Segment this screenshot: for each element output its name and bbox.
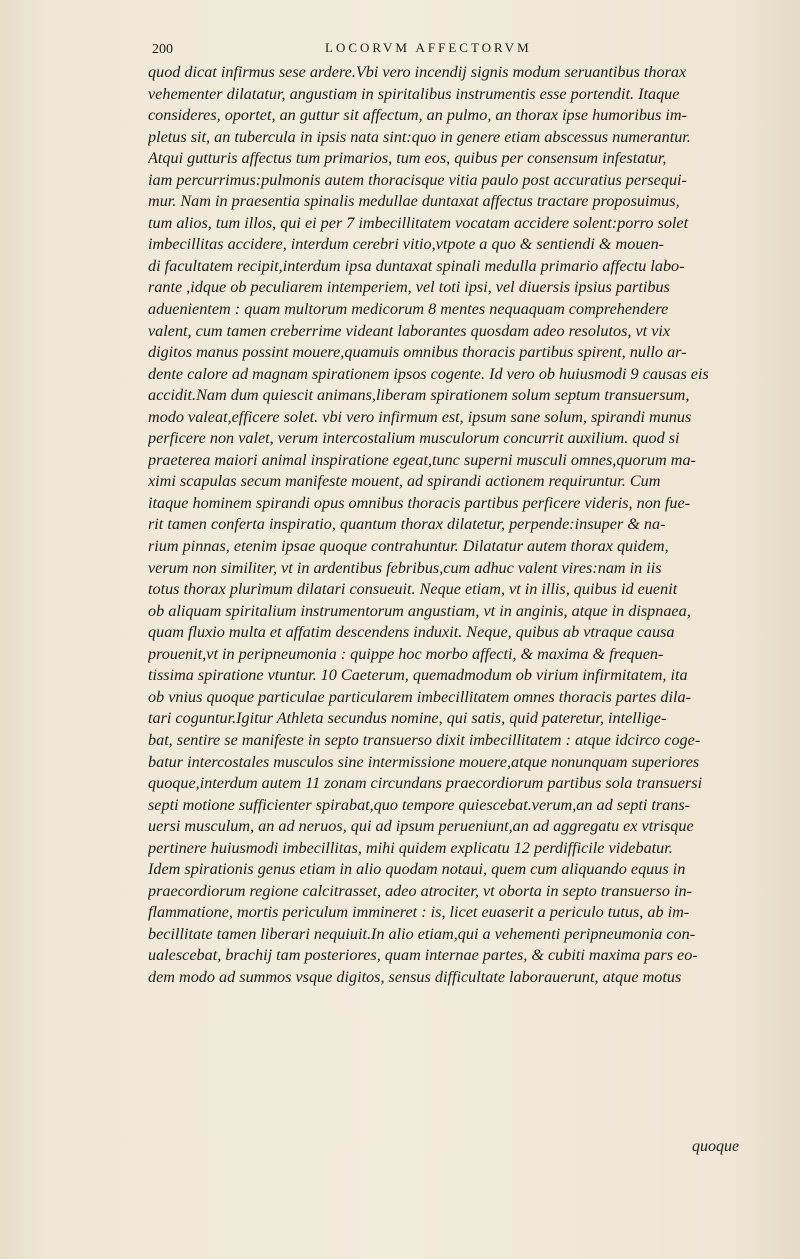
catchword: quoque [692,1138,740,1155]
text-line: Idem spirationis genus etiam in alio quodam notaui, quem cum aliquando equus in [148,860,686,879]
text-line: praeterea maiori animal inspiratione egeat,tunc superni musculi omnes,quorum ma- [148,450,696,469]
text-line: becillitate tamen liberari nequiuit.In alio etiam,qui a vehementi peripneumonia con- [148,924,696,943]
text-line: ualescebat, brachij tam posteriores, quam internae partes, & cubiti maxima pars eo- [148,946,698,965]
text-line: modo valeat,efficere solet. vbi vero infirmum est, ipsum sane solum, spirandi munus [148,407,692,426]
text-line: quoque,interdum autem 11 zonam circundans praecordiorum partibus sola transuersi [148,774,703,793]
text-line: quam fluxio multa et affatim descendens induxit. Neque, quibus ab vtraque causa [148,623,675,642]
text-line: ob aliquam spiritalium instrumentorum angustiam, vt in anginis, atque in dispnaea, [148,601,691,620]
text-line: bat, sentire se manifeste in septo transuerso dixit imbecillitatem : atque idcirco coge- [148,730,701,749]
text-line: perficere non valet, verum intercostalium musculorum concurrit auxilium. quod si [148,429,680,448]
page-header [150,40,710,62]
text-line: itaque hominem spirandi opus omnibus thoracis partibus perficere videris, non fue- [148,493,691,512]
text-line: vehementer dilatatur, angustiam in spiritalibus instrumentis esse portendit. Itaque [148,84,680,103]
text-line: rit tamen conferta inspiratio, quantum thorax dilatetur, perpende:insuper & na- [148,515,666,534]
text-line: iam percurrimus:pulmonis autem thoracisque vitia paulo post accuratius persequi- [148,170,687,189]
text-line: dem modo ad summos vsque digitos, sensus difficultate laborauerunt, atque motus [148,967,682,986]
text-line: imbecillitas accidere, interdum cerebri vitio,vtpote a quo & sentiendi & mouen- [148,235,665,254]
text-line: pertinere huiusmodi imbecillitas, mihi quidem explicatu 12 perdifficile videbatur. [148,838,673,857]
text-line: batur intercostales musculos sine intermissione mouere,atque nonunquam superiores [148,752,700,771]
text-line [148,989,770,1011]
text-line: ob vnius quoque particulae particularem imbecillitatem omnes thoracis partes dila- [148,687,691,706]
text-line: praecordiorum regione calcitrasset, adeo atrociter, vt oborta in septo transuerso in- [148,881,693,900]
text-line: dente calore ad magnam spirationem ipsos cogente. Id vero ob huiusmodi 9 causas eis [148,364,709,383]
body-text [148,62,770,1010]
text-line: digitos manus possint mouere,quamuis omnibus thoracis partibus spirent, nullo ar- [148,343,687,362]
text-line: di facultatem recipit,interdum ipsa duntaxat spinali medulla primario affectu labo- [148,256,685,275]
text-line: prouenit,vt in peripneumonia : quippe hoc morbo affecti, & maxima & frequen- [148,644,664,663]
text-line: valent, cum tamen creberrime videant laborantes quosdam adeo resolutos, vt vix [148,321,671,340]
text-line: tum alios, tum illos, qui ei per 7 imbecillitatem vocatam accidere solent:porro solet [148,213,689,232]
text-line: pletus sit, an tubercula in ipsis nata sint:quo in genere etiam abscessus numerantur. [148,127,691,146]
text-line: verum non similiter, vt in ardentibus febribus,cum adhuc valent vires:nam in iis [148,558,662,577]
text-line: rium pinnas, etenim ipsae quoque contrahuntur. Dilatatur autem thorax quidem, [148,537,669,556]
text-line: rante ,idque ob peculiarem intemperiem, vel toti ipsi, vel diuersis ipsius partibus [148,278,670,297]
text-line: flammatione, mortis periculum immineret : is, licet euaserit a periculo tutus, ab im- [148,903,690,922]
text-line: Atqui gutturis affectus tum primarios, tum eos, quibus per consensum infestatur, [148,149,667,168]
text-line: ximi scapulas secum manifeste mouent, ad spirandi actionem requiruntur. Cum [148,472,661,491]
text-line: mur. Nam in praesentia spinalis medullae duntaxat affectus tractare proposuimus, [148,192,680,211]
text-line: accidit.Nam dum quiescit animans,liberam spirationem solum septum transuersum, [148,386,690,405]
text-line: totus thorax plurimum dilatari consueuit. Neque etiam, vt in illis, quibus id euenit [148,580,678,599]
page-number: 200 [152,42,173,57]
text-line: tissima spiratione vtuntur. 10 Caeterum, quemadmodum ob virium infirmitatem, ita [148,666,688,685]
text-line: septi motione sufficienter spirabat,quo tempore quiescebat.verum,an ad septi trans- [148,795,691,814]
text-line: uersi musculum, an ad neruos, qui ad ipsum perueniunt,an ad aggregatu ex vtrisque [148,817,694,836]
text-line: consideres, oportet, an guttur sit affectum, an pulmo, an thorax ipse humoribus im- [148,106,687,125]
text-line: aduenientem : quam multorum medicorum 8 mentes nequaquam comprehendere [148,300,669,319]
text-line: quod dicat infirmus sese ardere.Vbi vero incendij signis modum seruantibus thorax [148,63,687,81]
text-line: tari coguntur.Igitur Athleta secundus nomine, qui satis, quid pateretur, intellige- [148,709,667,728]
running-head: LOCORVM AFFECTORVM [325,40,532,55]
